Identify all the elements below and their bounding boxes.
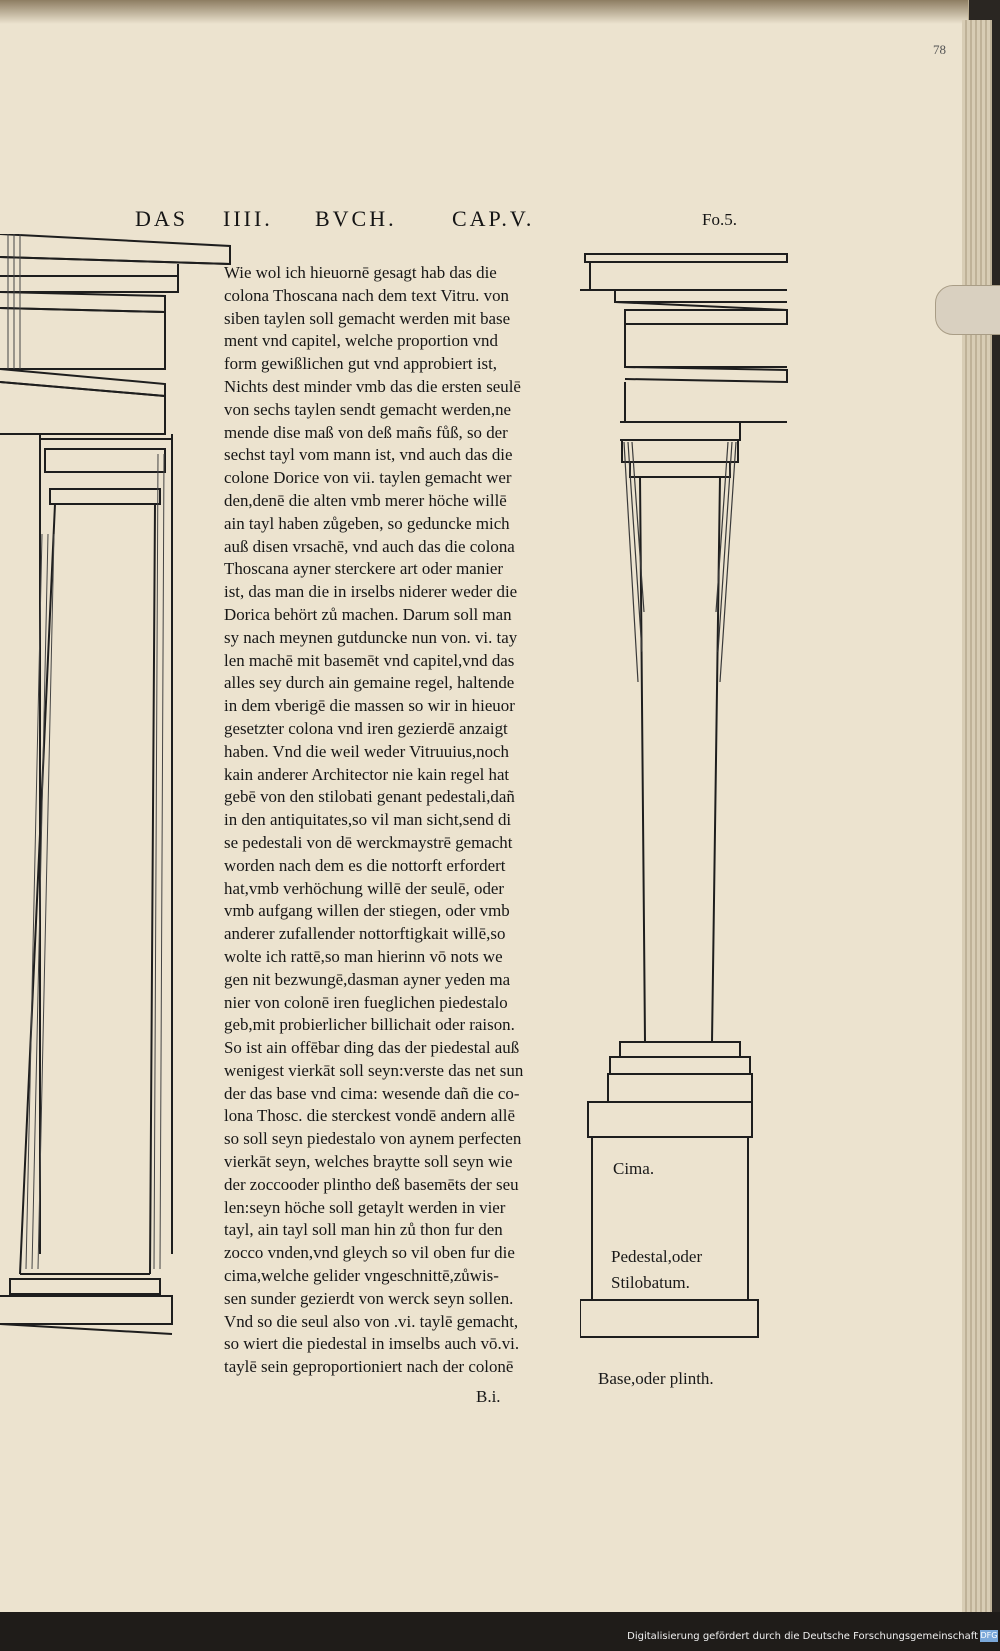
signature-mark: B.i. <box>476 1387 501 1406</box>
text-line: in dem vberigē die massen so wir in hieuor <box>224 696 515 716</box>
text-line: ain tayl haben zůgeben, so geduncke mich <box>224 513 510 533</box>
text-line: ist, das man die in irselbs niderer weder die <box>224 582 518 602</box>
text-line: in den antiquitates,so vil man sicht,send di <box>224 810 512 830</box>
text-line: ment vnd capitel, welche proportion vnd <box>224 331 498 351</box>
folio-number: Fo.5. <box>702 210 737 229</box>
text-line: so soll seyn piedestalo von aynem perfecten <box>224 1129 522 1149</box>
base-label: Base,oder plinth. <box>598 1369 714 1388</box>
page-top-shadow <box>0 0 968 24</box>
main-text-column <box>224 262 576 1379</box>
text-line: so wiert die piedestal in imselbs auch vō.vi. <box>224 1334 520 1354</box>
text-line: tayl, ain tayl soll man hin zů thon fur den <box>224 1220 503 1240</box>
text-line: haben. Vnd die weil weder Vitruuius,noch <box>224 741 509 761</box>
text-line: kain anderer Architector nie kain regel hat <box>224 764 510 784</box>
text-line: len:seyn höche soll getaylt werden in vier <box>224 1197 506 1217</box>
text-line: gen nit bezwungē,dasman ayner yeden ma <box>224 969 511 989</box>
text-line: alles sey durch ain gemaine regel, haltende <box>224 673 515 693</box>
text-line: anderer zufallender nottorftigkait willē,so <box>224 924 506 944</box>
page-number: 78 <box>933 42 946 57</box>
text-line: Wie wol ich hieuornē gesagt hab das die <box>224 263 497 282</box>
cima-label: Cima. <box>613 1159 655 1178</box>
text-line: Thoscana ayner sterckere art oder manier <box>224 559 504 579</box>
pedestal-label: Pedestal,oder <box>611 1247 703 1266</box>
text-line: zocco vnden,vnd gleych so vil oben fur die <box>224 1243 515 1263</box>
dfg-logo-icon: DFG <box>980 1631 998 1640</box>
footer-credit: Digitalisierung gefördert durch die Deutsche Forschungsgemeinschaft <box>627 1631 978 1642</box>
text-line: vmb aufgang willen der stiegen, oder vmb <box>224 901 510 921</box>
text-line: Nichts dest minder vmb das die ersten seulē <box>224 376 521 396</box>
text-line: len machē mit basemēt vnd capitel,vnd das <box>224 650 515 670</box>
text-line: cima,welche gelider vngeschnittē,zůwis- <box>224 1266 499 1286</box>
text-line: wenigest vierkāt soll seyn:verste das net sun <box>224 1060 524 1080</box>
text-line: siben taylen soll gemacht werden mit base <box>224 308 511 328</box>
left-column-illustration <box>0 234 240 1404</box>
header-part: IIII. <box>223 206 273 231</box>
text-line: Dorica behört zů machen. Darum soll man <box>224 604 512 624</box>
text-line: sy nach meynen gutduncke nun von. vi. tay <box>224 627 518 647</box>
text-line: colone Dorice von vii. taylen gemacht wer <box>224 468 512 488</box>
text-line: geb,mit probierlicher billichait oder raison. <box>224 1015 515 1035</box>
text-line: vierkāt seyn, welches braytte soll seyn wie <box>224 1152 513 1172</box>
text-line: der zoccooder plintho deß basemēts der seu <box>224 1174 519 1194</box>
text-line: So ist ain offēbar ding das der piedestal auß <box>224 1038 520 1058</box>
text-line: colona Thoscana nach dem text Vitru. von <box>224 285 509 305</box>
text-line: se pedestali von dē werckmaystrē gemacht <box>224 832 513 852</box>
text-line: den,denē die alten vmb merer höche willē <box>224 490 507 510</box>
text-line: nier von colonē iren fueglichen piedestalo <box>224 992 508 1012</box>
header-part: BVCH. <box>315 206 397 231</box>
text-line: sechst tayl vom mann ist, vnd auch das die <box>224 445 513 465</box>
text-line: wolte ich rattē,so man hierinn vō nots we <box>224 946 503 966</box>
page-edge <box>962 20 992 1615</box>
text-line: taylē sein geproportioniert nach der colonē <box>224 1357 514 1377</box>
header-part: DAS <box>135 206 189 231</box>
header-part: CAP.V. <box>452 206 535 231</box>
text-line: hat,vmb verhöchung willē der seulē, oder <box>224 878 505 898</box>
text-line: lona Thosc. die sterckest vondē andern allē <box>224 1106 515 1126</box>
text-line: form gewißlichen gut vnd approbiert ist, <box>224 354 498 374</box>
text-line: auß disen vrsachē, vnd auch das die colona <box>224 536 515 556</box>
text-line: von sechs taylen sendt gemacht werden,ne <box>224 399 512 419</box>
text-line: Vnd so die seul also von .vi. taylē gemacht, <box>224 1311 519 1331</box>
text-line: gesetzter colona vnd iren gezierdē anzaigt <box>224 718 508 738</box>
text-line: sen sunder gezierdt von werck seyn sollen. <box>224 1288 514 1308</box>
text-line: gebē von den stilobati genant pedestali,dañ <box>224 787 515 807</box>
stilobatum-label: Stilobatum. <box>611 1273 690 1292</box>
text-line: worden nach dem es die nottorft erfordert <box>224 855 506 875</box>
bookmark-tab <box>935 285 1000 335</box>
right-column-illustration <box>580 252 800 1402</box>
text-line: mende dise maß von deß mañs fůß, so der <box>224 422 508 442</box>
text-line: der das base vnd cima: wesende dañ die co- <box>224 1083 520 1103</box>
